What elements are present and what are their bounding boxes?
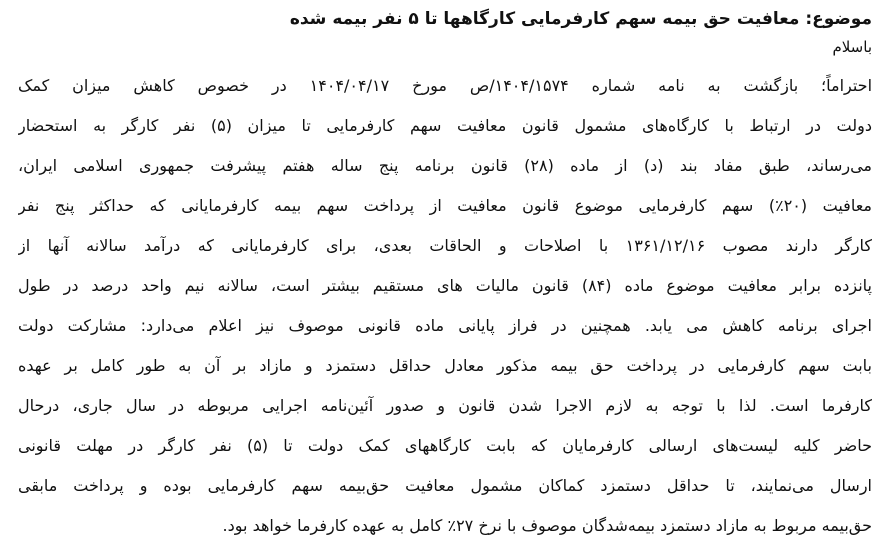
body-line: ارسال می‌نمایند، تا حداقل دستمزد کماکان مشمول معافیت حق‌بیمه سهم کارفرمایی بوده و پرداخت مابقی [18,476,872,495]
body-line: حاضر کلیه لیست‌های ارسالی کارفرمایان که بابت کارگاههای کمک دولت تا (۵) نفر کارگر در مهلت قانونی [18,436,872,455]
body-line: معافیت (۲۰٪) سهم کارفرمایی موضوع قانون معافیت از پرداخت سهم بیمه کارفرمایانی که حداکثر پنج نفر [18,196,872,215]
body-line: بابت سهم کارفرمایی در پرداخت حق بیمه مذکور معادل حداقل دستمزد و مازاد بر آن به طور کامل بر عهده [18,356,872,375]
body-line: پانزده برابر معافیت موضوع ماده (۸۴) قانون مالیات های مستقیم بیشتر است، سالانه نیم واحد درصد در طول [18,276,872,295]
body-line: احتراماً؛ بازگشت به نامه شماره ۱۴۰۴/۱۵۷۴/ص مورخ ۱۴۰۴/۰۴/۱۷ در خصوص کاهش میزان کمک [18,76,872,95]
body-line: می‌رساند، طبق مفاد بند (د) از ماده (۲۸) قانون برنامه پنج ساله هفتم پیشرفت جمهوری اسلامی ایران، [18,156,872,175]
letter-greeting: باسلام [832,38,872,56]
body-line: حق‌بیمه مربوط به مازاد دستمزد بیمه‌شدگان موصوف با نرخ ۲۷٪ کامل به عهده کارفرما خواهد بود. [222,516,872,535]
body-line: دولت در ارتباط با کارگاه‌های مشمول قانون معافیت سهم کارفرمایی تا میزان (۵) نفر کارگر به استحضار [18,116,872,135]
body-line: کارگر دارند مصوب ۱۳۶۱/۱۲/۱۶ با اصلاحات و الحاقات بعدی، برای کارفرمایانی که درآمد سالانه آنها از [18,236,872,255]
letter-subject: موضوع: معافیت حق بیمه سهم کارفرمایی کارگاهها تا ۵ نفر بیمه شده [289,9,872,29]
body-line: اجرای برنامه کاهش می یابد. همچنین در فراز پایانی ماده قانونی موصوف نیز اعلام می‌دارد: مشارکت دولت [18,316,872,335]
letter-body [18,66,872,546]
body-line: کارفرما است. لذا با توجه به لازم الاجرا شدن قانون و صدور آئین‌نامه اجرایی مربوطه در سال جاری، درحال [18,396,872,415]
